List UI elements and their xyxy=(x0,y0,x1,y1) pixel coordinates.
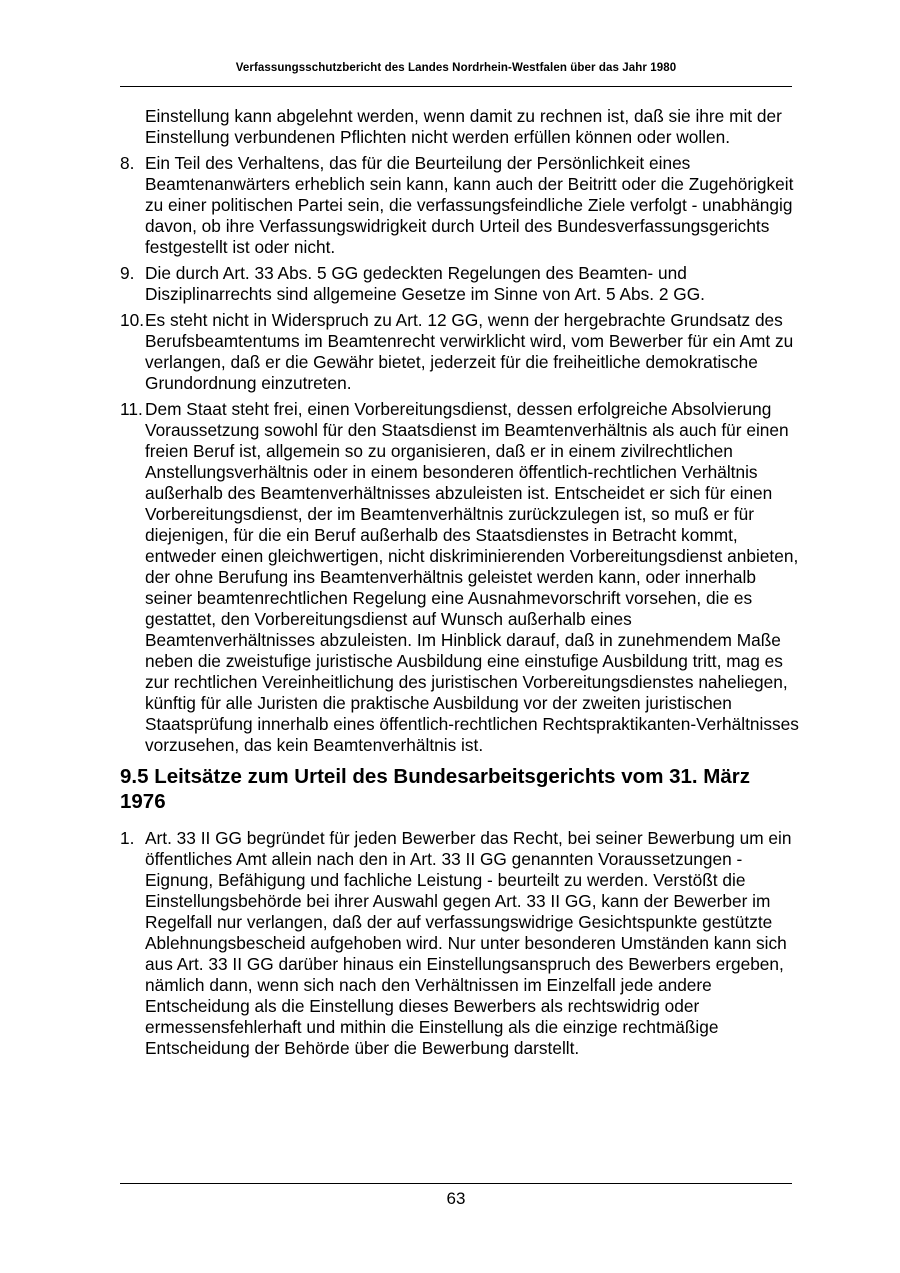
section-heading: 9.5 Leitsätze zum Urteil des Bundesarbeitsgerichts vom 31. März 1976 xyxy=(120,765,751,813)
running-header: Verfassungsschutzbericht des Landes Nordrhein-Westfalen über das Jahr 1980 xyxy=(235,62,677,74)
page-number: 63 xyxy=(446,1189,466,1208)
list-item-text: Dem Staat steht frei, einen Vorbereitungsdienst, dessen erfolgreiche Absolvierung Voraussetzung sowohl für den Staatsdienst im Beamtenverhältnis als auch für einen freien Beruf ist, allgemein so zu organisieren, daß er in einem zivilrechtlichen Anstellungsverhältnis oder in einem besonderen öffentlich-rechtlichen Verhältnis außerhalb des Beamtenverhältnisses abzuleisten ist. Entscheidet er sich für einen Vorbereitungsdienst, der im Beamtenverhältnis zurückzulegen ist, so muß er für diejenigen, für die ein Beruf außerhalb des Staatsdienstes in Betracht kommt, entweder einen gleichwertigen, nicht diskriminierenden Vorbereitungsdienst anbieten, der ohne Berufung ins Beamtenverhältnis geleistet werden kann, oder innerhalb seiner beamtenrechtlichen Regelung eine Ausnahmevorschrift vorsehen, die es gestattet, den Vorbereitungsdienst auf Wunsch außerhalb eines Beamtenverhältnisses abzuleisten. Im Hinblick darauf, daß in zunehmendem Maße neben die zweistufige juristische Ausbildung eine einstufige Ausbildung tritt, mag es zur rechtlichen Vereinheitlichung des juristischen Vorbereitungsdienstes naheliegen, künftig für alle Juristen die praktische Ausbildung vor der zweiten juristischen Staatsprüfung innerhalb eines öffentlich-rechtlichen Rechtspraktikanten-Verhältnisses vorzusehen, das kein Beamtenverhältnis ist. xyxy=(145,399,799,755)
continuation-paragraph: Einstellung kann abgelehnt werden, wenn damit zu rechnen ist, daß sie ihre mit der Einstellung verbundenen Pflichten nicht werden erfüllen können oder wollen. xyxy=(145,106,782,147)
list-item xyxy=(120,263,800,305)
page-body xyxy=(120,106,800,1064)
section-list xyxy=(120,828,800,1059)
list-item-text: Art. 33 II GG begründet für jeden Bewerber das Recht, bei seiner Bewerbung um ein öffentliches Amt allein nach den in Art. 33 II GG genannten Voraussetzungen - Eignung, Befähigung und fachliche Leistung - beurteilt zu werden. Verstößt die Einstellungsbehörde bei ihrer Auswahl gegen Art. 33 II GG, kann der Bewerber im Regelfall nur verlangen, daß der auf verfassungswidrige Gesichtspunkte gestützte Ablehnungsbescheid aufgehoben wird. Nur unter besonderen Umständen kann sich aus Art. 33 II GG darüber hinaus ein Einstellungsanspruch des Bewerbers ergeben, nämlich dann, wenn sich nach den Verhältnissen im Einzelfall jede andere Entscheidung als die Einstellung dieses Bewerbers als rechtswidrig oder ermessensfehlerhaft und mithin die Einstellung als die einzige rechtmäßige Entscheidung der Behörde über die Bewerbung darstellt. xyxy=(145,828,792,1058)
list-item-number: 10. xyxy=(120,310,145,330)
list-item xyxy=(120,310,800,394)
guiding-principles-list xyxy=(120,153,800,756)
list-item-number: 1. xyxy=(120,828,135,848)
list-item xyxy=(120,153,800,258)
list-item-number: 8. xyxy=(120,153,135,173)
list-item xyxy=(120,828,800,1059)
header-rule xyxy=(120,86,792,87)
list-item-text: Ein Teil des Verhaltens, das für die Beurteilung der Persönlichkeit eines Beamtenanwärters erheblich sein kann, kann auch der Beitritt oder die Zugehörigkeit zu einer politischen Partei sein, die verfassungsfeindliche Ziele verfolgt - unabhängig davon, ob ihre Verfassungswidrigkeit durch Urteil des Bundesverfassungsgerichts festgestellt ist oder nicht. xyxy=(145,153,794,257)
list-item-text: Die durch Art. 33 Abs. 5 GG gedeckten Regelungen des Beamten- und Disziplinarrechts sind allgemeine Gesetze im Sinne von Art. 5 Abs. 2 GG. xyxy=(145,263,705,304)
list-item-number: 11. xyxy=(120,399,143,419)
list-item-text: Es steht nicht in Widerspruch zu Art. 12 GG, wenn der hergebrachte Grundsatz des Berufsbeamtentums im Beamtenrecht verwirklicht wird, vom Bewerber für ein Amt zu verlangen, daß er die Gewähr bietet, jederzeit für die freiheitliche demokratische Grundordnung einzutreten. xyxy=(145,310,794,393)
list-item xyxy=(120,399,800,756)
footer-rule xyxy=(120,1183,792,1184)
list-item-number: 9. xyxy=(120,263,135,283)
